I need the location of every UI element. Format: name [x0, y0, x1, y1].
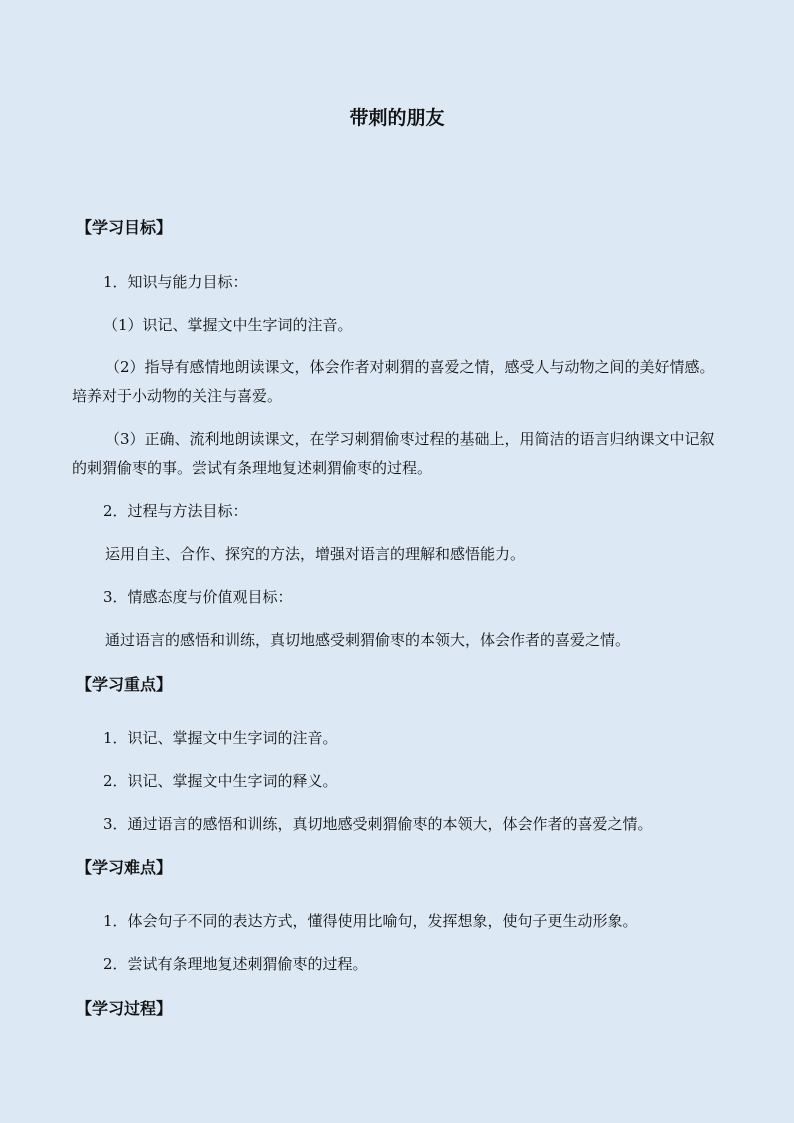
goal-1-heading: 1．知识与能力目标： — [103, 273, 248, 291]
section-heading-goals: 【学习目标】 — [76, 218, 173, 237]
key-point-2: 2．识记、掌握文中生字词的释义。 — [103, 772, 338, 790]
key-point-1: 1．识记、掌握文中生字词的注音。 — [103, 729, 338, 747]
key-point-3: 3．通过语言的感悟和训练，真切地感受刺猬偷枣的本领大，体会作者的喜爱之情。 — [103, 815, 653, 833]
goal-1-item-3: （3）正确、流利地朗读课文，在学习刺猬偷枣过程的基础上，用简洁的语言归纳课文中记叙的刺猬偷枣的事。尝试有条理地复述刺猬偷枣的过程。 — [72, 430, 715, 477]
difficulty-1: 1．体会句子不同的表达方式，懂得使用比喻句，发挥想象，使句子更生动形象。 — [103, 912, 638, 930]
difficulty-2: 2．尝试有条理地复述刺猬偷枣的过程。 — [103, 955, 368, 973]
section-heading-process: 【学习过程】 — [76, 999, 173, 1018]
goal-3-text: 通过语言的感悟和训练，真切地感受刺猬偷枣的本领大，体会作者的喜爱之情。 — [105, 631, 631, 649]
goal-1-item-2: （2）指导有感情地朗读课文，体会作者对刺猬的喜爱之情，感受人与动物之间的美好情感。培养对于小动物的关注与喜爱。 — [72, 358, 715, 405]
document-title: 带刺的朋友 — [349, 107, 445, 129]
goal-3-heading: 3．情感态度与价值观目标： — [103, 588, 293, 606]
section-heading-difficulties: 【学习难点】 — [76, 858, 173, 877]
goal-2-heading: 2．过程与方法目标： — [103, 502, 248, 520]
goal-1-item-1: （1）识记、掌握文中生字词的注音。 — [103, 316, 353, 334]
section-heading-key-points: 【学习重点】 — [76, 675, 173, 694]
goal-2-text: 运用自主、合作、探究的方法，增强对语言的理解和感悟能力。 — [105, 545, 526, 563]
